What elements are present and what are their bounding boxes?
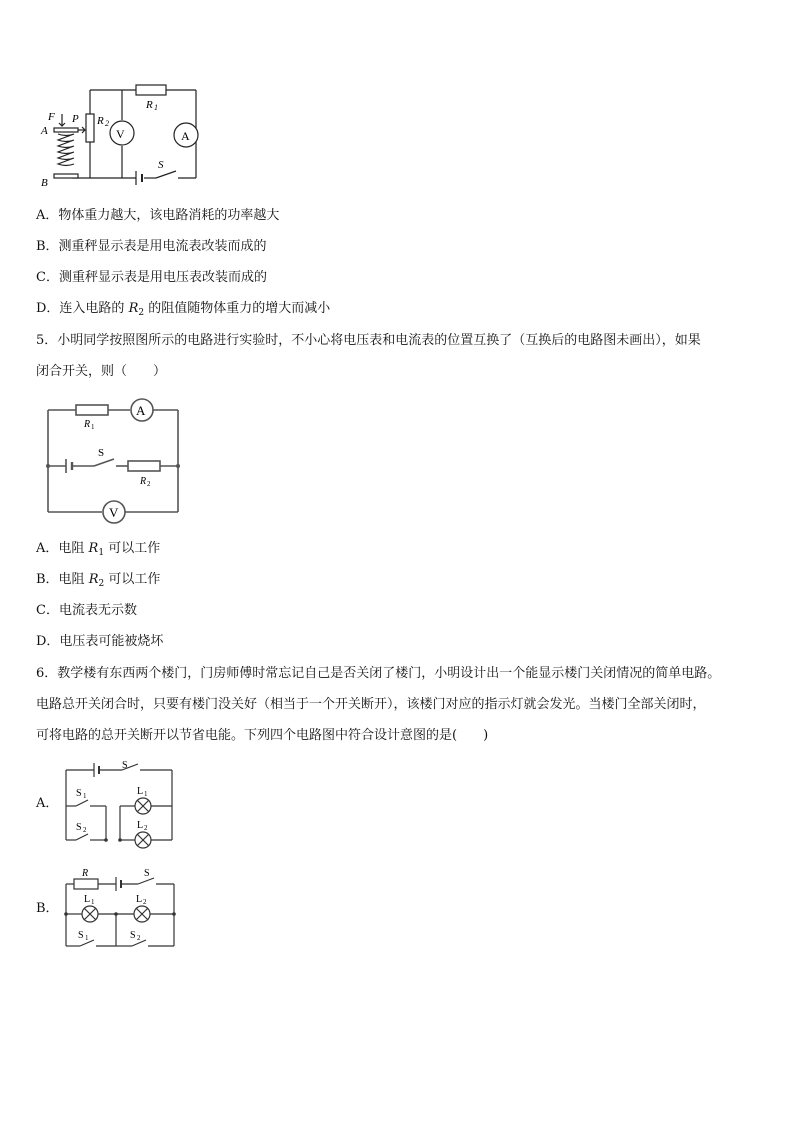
q6-stem-line1: 6．教学楼有东西两个楼门，门房师傅时常忘记自己是否关闭了楼门，小明设计出一个能显示楼门关闭情况的简单电路。 xyxy=(36,666,721,681)
q4-r2-sub: 2 xyxy=(105,119,109,128)
q4-circuit-figure xyxy=(36,80,206,192)
q4-option-d-pre: D．连入电路的 xyxy=(36,301,129,316)
q6b-switch-s2-sub: 2 xyxy=(137,934,141,942)
q6b-lamp-l2-sub: 2 xyxy=(143,898,147,906)
q6b-switch-s2-label: S xyxy=(130,930,136,941)
q4-ammeter-label: A xyxy=(181,129,190,143)
q4-option-c: C．测重秤显示表是用电压表改装而成的 xyxy=(36,270,267,285)
q6a-switch-s2-sub: 2 xyxy=(83,826,87,834)
q4-r1-sub: 1 xyxy=(154,103,158,112)
q6-option-b-circuit xyxy=(58,864,182,952)
q5-voltmeter-label: V xyxy=(109,505,119,520)
q5-option-b-sub: 2 xyxy=(98,579,105,589)
q6b-resistor-label: R xyxy=(82,868,89,879)
q6a-switch-s-label: S xyxy=(122,760,128,771)
q6-stem-line2: 电路总开关闭合时，只要有楼门没关好（相当于一个开关断开），该楼门对应的指示灯就会发光。当楼门全部关闭时， xyxy=(36,697,706,712)
q5-option-a-sub: 1 xyxy=(98,548,105,558)
q6b-switch-s1-label: S xyxy=(78,930,84,941)
q5-option-c: C．电流表无示数 xyxy=(36,603,137,618)
q5-option-a-var: R xyxy=(88,541,99,556)
q6a-lamp-l1-label: L xyxy=(137,786,144,797)
q4-option-d-post: 的阻值随物体重力的增大而减小 xyxy=(144,301,331,316)
q4-option-a: A．物体重力越大，该电路消耗的功率越大 xyxy=(36,208,280,223)
q4-option-b: B．测重秤显示表是用电流表改装而成的 xyxy=(36,239,267,254)
q6a-lamp-l2-label: L xyxy=(137,820,144,831)
q5-option-b xyxy=(36,572,160,588)
q6-option-a-label: A． xyxy=(36,796,59,811)
q4-option-d-var: R xyxy=(128,301,139,316)
q6b-lamp-l1-sub: 1 xyxy=(91,898,95,906)
q4-point-b-label: B xyxy=(41,177,48,189)
q5-option-a-pre: A．电阻 xyxy=(36,541,89,556)
q5-r2-sub: 2 xyxy=(147,480,151,488)
q6b-lamp-l1-label: L xyxy=(84,894,91,905)
q5-option-b-pre: B．电阻 xyxy=(36,572,89,587)
q5-r2-label: R xyxy=(140,476,147,487)
q4-point-a-label: A xyxy=(41,125,48,137)
q5-option-d: D．电压表可能被烧坏 xyxy=(36,634,164,649)
q6a-switch-s1-label: S xyxy=(76,788,82,799)
q6b-lamp-l2-label: L xyxy=(136,894,143,905)
q5-r1-label: R xyxy=(84,419,91,430)
q5-circuit-figure xyxy=(36,398,186,528)
q6b-switch-s-label: S xyxy=(144,868,150,879)
q5-ammeter-label: A xyxy=(136,403,146,418)
q5-option-a-post: 可以工作 xyxy=(104,541,161,556)
q5-stem-line1: 5．小明同学按照图所示的电路进行实验时，不小心将电压表和电流表的位置互换了（互换后的电路图未画出），如果 xyxy=(36,333,701,348)
q4-pointer-label: P xyxy=(72,113,79,125)
q5-switch-label: S xyxy=(98,447,105,459)
q6-option-a-circuit xyxy=(58,758,178,850)
q6a-lamp-l2-sub: 2 xyxy=(144,824,148,832)
q4-r2-label: R xyxy=(97,115,104,127)
q5-option-a xyxy=(36,541,160,557)
q4-force-label: F xyxy=(48,111,55,123)
q4-option-d xyxy=(36,301,330,317)
q4-option-d-sub: 2 xyxy=(138,308,145,318)
q4-r1-label: R xyxy=(146,99,153,111)
q5-stem-line2: 闭合开关，则（ ） xyxy=(36,364,167,379)
q6a-switch-s1-sub: 1 xyxy=(83,792,87,800)
q6a-lamp-l1-sub: 1 xyxy=(144,790,148,798)
q6-stem-line3: 可将电路的总开关断开以节省电能。下列四个电路图中符合设计意图的是( ) xyxy=(36,728,489,743)
q5-option-b-var: R xyxy=(88,572,99,587)
q5-r1-sub: 1 xyxy=(91,423,95,431)
q6b-switch-s1-sub: 1 xyxy=(85,934,89,942)
q6-option-b-label: B． xyxy=(36,901,59,916)
q4-voltmeter-label: V xyxy=(116,127,125,141)
q5-option-b-post: 可以工作 xyxy=(104,572,161,587)
q4-switch-label: S xyxy=(158,159,164,171)
q6a-switch-s2-label: S xyxy=(76,822,82,833)
